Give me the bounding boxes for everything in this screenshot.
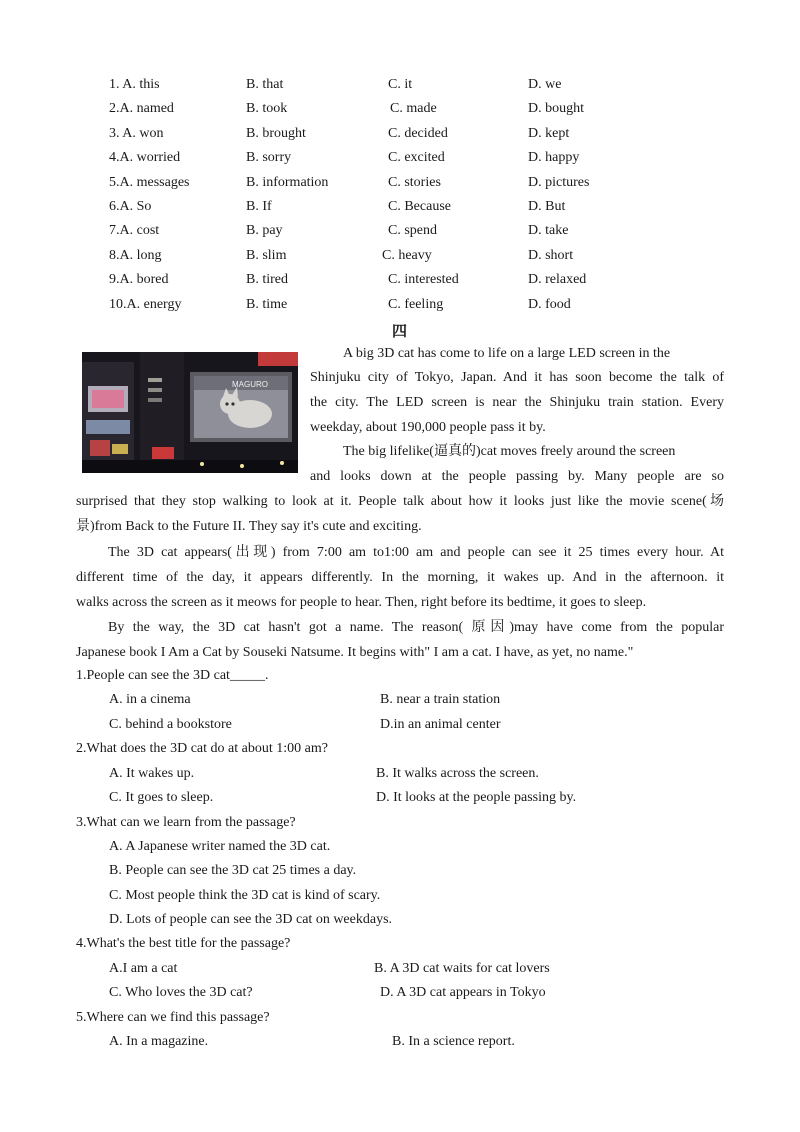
option-7d: D. take	[528, 223, 569, 238]
option-4b: B. sorry	[246, 150, 292, 165]
option-7a: 7.A. cost	[109, 223, 160, 238]
option-10d: D. food	[528, 297, 571, 312]
question-4-option-c: C. Who loves the 3D cat?	[109, 985, 253, 1000]
option-6b: B. If	[246, 199, 272, 214]
option-3a: 3. A. won	[109, 126, 164, 141]
passage-line: surprised that they stop walking to look at it. People talk about how it looks just like the movie scene(场	[76, 494, 724, 509]
question-4-option-d: D. A 3D cat appears in Tokyo	[380, 985, 546, 1000]
question-1-option-d: D.in an animal center	[380, 717, 501, 732]
question-1-option-b: B. near a train station	[380, 692, 501, 707]
passage-line: The big lifelike(逼真的)cat moves freely around the screen	[343, 444, 676, 459]
question-2-option-b: B. It walks across the screen.	[376, 766, 539, 781]
question-2-stem: 2.What does the 3D cat do at about 1:00 am?	[76, 741, 328, 756]
question-4-option-a: A.I am a cat	[109, 961, 178, 976]
option-10c: C. feeling	[388, 297, 444, 312]
question-1-option-a: A. in a cinema	[109, 692, 191, 707]
question-2-option-d: D. It looks at the people passing by.	[376, 790, 577, 805]
option-7b: B. pay	[246, 223, 283, 238]
billboard-illustration	[82, 352, 298, 473]
option-2c: C. made	[390, 101, 437, 116]
option-1a: 1. A. this	[109, 77, 160, 92]
option-1b: B. that	[246, 77, 284, 92]
option-10a: 10.A. energy	[109, 297, 182, 312]
option-3c: C. decided	[388, 126, 448, 141]
option-6c: C. Because	[388, 199, 451, 214]
option-5a: 5.A. messages	[109, 175, 190, 190]
question-5-option-a: A. In a magazine.	[109, 1034, 209, 1049]
question-4-stem: 4.What's the best title for the passage?	[76, 936, 291, 951]
passage-line: Shinjuku city of Tokyo, Japan. And it has soon become the talk of	[310, 370, 724, 385]
question-1-option-c: C. behind a bookstore	[109, 717, 232, 732]
question-3-option-d: D. Lots of people can see the 3D cat on weekdays.	[109, 912, 393, 927]
option-3d: D. kept	[528, 126, 570, 141]
option-6a: 6.A. So	[109, 199, 152, 214]
option-5d: D. pictures	[528, 175, 590, 190]
option-3b: B. brought	[246, 126, 306, 141]
question-2-option-c: C. It goes to sleep.	[109, 790, 214, 805]
option-9b: B. tired	[246, 272, 288, 287]
option-4c: C. excited	[388, 150, 445, 165]
question-3-option-b: B. People can see the 3D cat 25 times a day.	[109, 863, 357, 878]
question-1-stem: 1.People can see the 3D cat_____.	[76, 668, 269, 683]
option-8a: 8.A. long	[109, 248, 162, 263]
option-10b: B. time	[246, 297, 288, 312]
passage-line: 景)from Back to the Future II. They say it's cute and exciting.	[76, 519, 422, 534]
option-8b: B. slim	[246, 248, 287, 263]
passage-line: weekday, about 190,000 people pass it by.	[310, 420, 546, 435]
option-9a: 9.A. bored	[109, 272, 169, 287]
passage-line: Japanese book I Am a Cat by Souseki Natsume. It begins with" I am a cat. I have, as yet, no name."	[76, 645, 634, 660]
option-9c: C. interested	[388, 272, 459, 287]
question-3-option-c: C. Most people think the 3D cat is kind of scary.	[109, 888, 381, 903]
passage-line: By the way, the 3D cat hasn't got a name. The reason( 原因)may have come from the popular	[108, 620, 724, 635]
option-2a: 2.A. named	[109, 101, 174, 116]
passage-line: A big 3D cat has come to life on a large LED screen in the	[343, 346, 671, 361]
option-2b: B. took	[246, 101, 288, 116]
option-2d: D. bought	[528, 101, 584, 116]
billboard-photo	[82, 352, 298, 473]
option-7c: C. spend	[388, 223, 437, 238]
question-3-option-a: A. A Japanese writer named the 3D cat.	[109, 839, 331, 854]
passage-line: walks across the screen as it meows for people to hear. Then, right before its bedtime, it goes to sleep.	[76, 595, 647, 610]
section-title: 四	[392, 324, 408, 340]
option-4d: D. happy	[528, 150, 580, 165]
option-8c: C. heavy	[382, 248, 432, 263]
question-3-stem: 3.What can we learn from the passage?	[76, 815, 296, 830]
passage-line: and looks down at the people passing by. Many people are so	[310, 469, 724, 484]
passage-line: the city. The LED screen is near the Shinjuku train station. Every	[310, 395, 724, 410]
option-8d: D. short	[528, 248, 574, 263]
option-6d: D. But	[528, 199, 566, 214]
question-2-option-a: A. It wakes up.	[109, 766, 195, 781]
question-4-option-b: B. A 3D cat waits for cat lovers	[374, 961, 550, 976]
sign-text: MAGURO	[232, 380, 268, 389]
option-5c: C. stories	[388, 175, 441, 190]
question-5-option-b: B. In a science report.	[392, 1034, 515, 1049]
passage-line: The 3D cat appears(出现) from 7:00 am to1:00 am and people can see it 25 times every hour. At	[108, 545, 724, 560]
option-1d: D. we	[528, 77, 562, 92]
option-9d: D. relaxed	[528, 272, 587, 287]
question-5-stem: 5.Where can we find this passage?	[76, 1010, 270, 1025]
passage-line: different time of the day, it appears differently. In the morning, it wakes up. And in the afternoon. it	[76, 570, 724, 585]
option-1c: C. it	[388, 77, 413, 92]
option-4a: 4.A. worried	[109, 150, 181, 165]
option-5b: B. information	[246, 175, 329, 190]
